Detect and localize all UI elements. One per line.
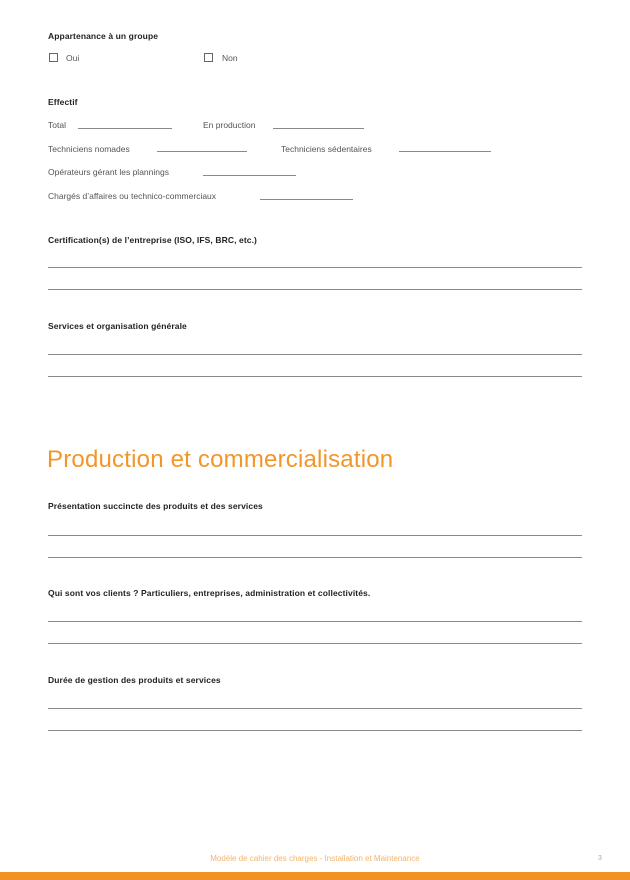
production-label: En production [203,120,256,130]
charges-input[interactable] [260,199,353,200]
services-label: Services et organisation générale [48,321,187,331]
sedentaires-input[interactable] [399,151,491,152]
oui-checkbox[interactable] [49,53,58,62]
sedentaires-label: Techniciens sédentaires [281,144,372,154]
presentation-label: Présentation succincte des produits et des services [48,501,263,511]
nomades-input[interactable] [157,151,247,152]
operateurs-input[interactable] [203,175,296,176]
total-input[interactable] [78,128,172,129]
clients-input-line-1[interactable] [48,621,582,622]
charges-label: Chargés d’affaires ou technico-commerciaux [48,191,217,201]
clients-label: Qui sont vos clients ? Particuliers, entreprises, administration et collectivités. [48,588,371,598]
nomades-label: Techniciens nomades [48,144,130,154]
presentation-input-line-2[interactable] [48,557,582,558]
section-title: Production et commercialisation [47,446,394,473]
clients-input-line-2[interactable] [48,643,582,644]
services-input-line-1[interactable] [48,354,582,355]
presentation-input-line-1[interactable] [48,535,582,536]
operateurs-label: Opérateurs gérant les plannings [48,167,169,177]
duree-input-line-1[interactable] [48,708,582,709]
certifications-input-line-2[interactable] [48,289,582,290]
footer-accent-bar [0,872,630,880]
services-input-line-2[interactable] [48,376,582,377]
duree-input-line-2[interactable] [48,730,582,731]
footer-text: Modèle de cahier des charges - Installation et Maintenance [210,854,420,863]
oui-label: Oui [66,53,80,63]
certifications-input-line-1[interactable] [48,267,582,268]
non-checkbox[interactable] [204,53,213,62]
groupe-label: Appartenance à un groupe [48,31,159,41]
effectif-label: Effectif [48,97,78,107]
production-input[interactable] [273,128,364,129]
certifications-label: Certification(s) de l’entreprise (ISO, IFS, BRC, etc.) [48,235,257,245]
non-label: Non [222,53,238,63]
page-number: 3 [598,855,602,862]
total-label: Total [48,120,66,130]
duree-label: Durée de gestion des produits et services [48,675,221,685]
